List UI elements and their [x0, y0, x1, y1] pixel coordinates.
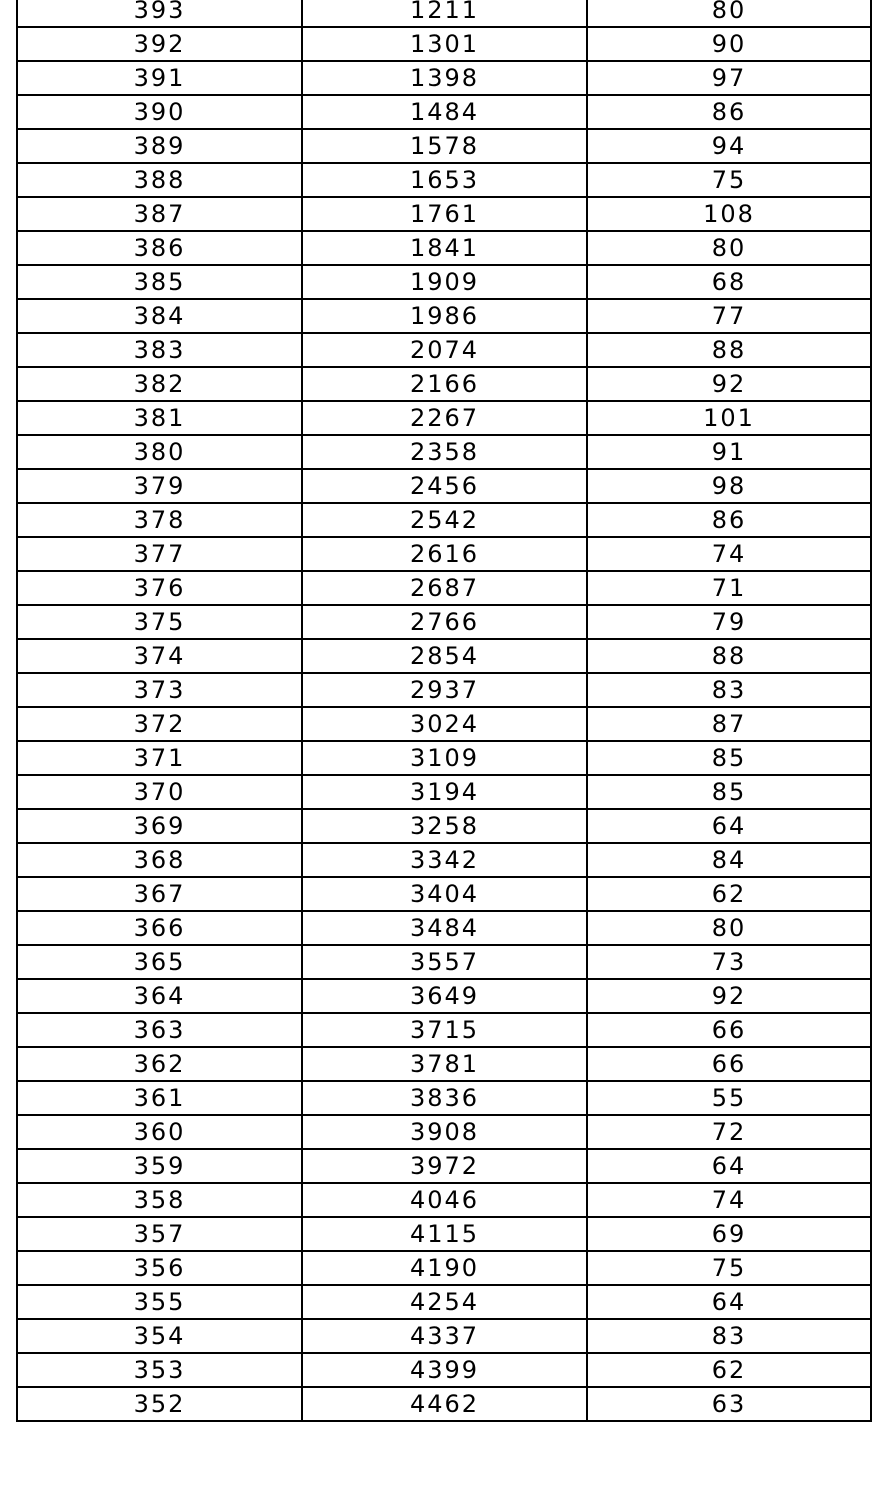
cumulative-count-cell: 2358	[302, 435, 587, 469]
score-cell: 352	[17, 1387, 302, 1421]
count-cell: 92	[587, 367, 871, 401]
count-cell: 84	[587, 843, 871, 877]
cumulative-count-cell: 2854	[302, 639, 587, 673]
cumulative-count-cell: 3258	[302, 809, 587, 843]
score-cell: 374	[17, 639, 302, 673]
cumulative-count-cell: 1301	[302, 27, 587, 61]
score-cell: 381	[17, 401, 302, 435]
count-cell: 80	[587, 911, 871, 945]
cumulative-count-cell: 3972	[302, 1149, 587, 1183]
table-row	[17, 639, 871, 673]
count-cell: 88	[587, 639, 871, 673]
table-row	[17, 1353, 871, 1387]
score-cell: 355	[17, 1285, 302, 1319]
table-row	[17, 571, 871, 605]
count-cell: 85	[587, 741, 871, 775]
table-row	[17, 605, 871, 639]
table-row	[17, 503, 871, 537]
cumulative-count-cell: 2766	[302, 605, 587, 639]
count-cell: 55	[587, 1081, 871, 1115]
count-cell: 94	[587, 129, 871, 163]
cumulative-count-cell: 4399	[302, 1353, 587, 1387]
table-body	[17, 0, 871, 1421]
cumulative-count-cell: 1653	[302, 163, 587, 197]
cumulative-count-cell: 1909	[302, 265, 587, 299]
cumulative-count-cell: 1761	[302, 197, 587, 231]
table-row	[17, 1251, 871, 1285]
score-cell: 391	[17, 61, 302, 95]
score-cell: 375	[17, 605, 302, 639]
table-row	[17, 27, 871, 61]
table-row	[17, 367, 871, 401]
count-cell: 86	[587, 503, 871, 537]
cumulative-count-cell: 2937	[302, 673, 587, 707]
count-cell: 62	[587, 1353, 871, 1387]
table-row	[17, 1183, 871, 1217]
score-cell: 380	[17, 435, 302, 469]
table-row	[17, 843, 871, 877]
table-row	[17, 265, 871, 299]
table-row	[17, 1149, 871, 1183]
cumulative-count-cell: 3649	[302, 979, 587, 1013]
table-row	[17, 1285, 871, 1319]
table-row	[17, 61, 871, 95]
cumulative-count-cell: 1986	[302, 299, 587, 333]
score-cell: 376	[17, 571, 302, 605]
count-cell: 85	[587, 775, 871, 809]
count-cell: 69	[587, 1217, 871, 1251]
score-cell: 358	[17, 1183, 302, 1217]
count-cell: 64	[587, 809, 871, 843]
cumulative-count-cell: 3342	[302, 843, 587, 877]
cumulative-count-cell: 4254	[302, 1285, 587, 1319]
cumulative-count-cell: 4115	[302, 1217, 587, 1251]
table-row	[17, 401, 871, 435]
cumulative-count-cell: 2687	[302, 571, 587, 605]
score-table	[16, 0, 872, 1422]
table-row	[17, 537, 871, 571]
score-cell: 354	[17, 1319, 302, 1353]
score-cell: 393	[17, 0, 302, 27]
table-row	[17, 333, 871, 367]
cumulative-count-cell: 2456	[302, 469, 587, 503]
table-row	[17, 741, 871, 775]
table-row	[17, 95, 871, 129]
cumulative-count-cell: 2542	[302, 503, 587, 537]
cumulative-count-cell: 3404	[302, 877, 587, 911]
table-row	[17, 469, 871, 503]
table-row	[17, 1387, 871, 1421]
count-cell: 79	[587, 605, 871, 639]
cumulative-count-cell: 4462	[302, 1387, 587, 1421]
score-cell: 385	[17, 265, 302, 299]
count-cell: 88	[587, 333, 871, 367]
cumulative-count-cell: 3484	[302, 911, 587, 945]
count-cell: 87	[587, 707, 871, 741]
cumulative-count-cell: 1578	[302, 129, 587, 163]
count-cell: 80	[587, 0, 871, 27]
count-cell: 90	[587, 27, 871, 61]
count-cell: 91	[587, 435, 871, 469]
cumulative-count-cell: 3908	[302, 1115, 587, 1149]
score-cell: 364	[17, 979, 302, 1013]
cumulative-count-cell: 2166	[302, 367, 587, 401]
table-row	[17, 911, 871, 945]
table-row	[17, 197, 871, 231]
count-cell: 74	[587, 1183, 871, 1217]
score-cell: 371	[17, 741, 302, 775]
cumulative-count-cell: 4337	[302, 1319, 587, 1353]
table-row	[17, 945, 871, 979]
table-row	[17, 129, 871, 163]
count-cell: 68	[587, 265, 871, 299]
count-cell: 97	[587, 61, 871, 95]
cumulative-count-cell: 1398	[302, 61, 587, 95]
count-cell: 98	[587, 469, 871, 503]
score-cell: 353	[17, 1353, 302, 1387]
score-cell: 392	[17, 27, 302, 61]
count-cell: 92	[587, 979, 871, 1013]
score-cell: 379	[17, 469, 302, 503]
count-cell: 83	[587, 1319, 871, 1353]
count-cell: 86	[587, 95, 871, 129]
score-cell: 373	[17, 673, 302, 707]
count-cell: 66	[587, 1013, 871, 1047]
cumulative-count-cell: 4046	[302, 1183, 587, 1217]
count-cell: 74	[587, 537, 871, 571]
count-cell: 71	[587, 571, 871, 605]
score-cell: 366	[17, 911, 302, 945]
score-cell: 383	[17, 333, 302, 367]
score-cell: 362	[17, 1047, 302, 1081]
score-cell: 359	[17, 1149, 302, 1183]
count-cell: 73	[587, 945, 871, 979]
cumulative-count-cell: 3194	[302, 775, 587, 809]
table-row	[17, 0, 871, 27]
count-cell: 66	[587, 1047, 871, 1081]
cumulative-count-cell: 2074	[302, 333, 587, 367]
score-cell: 386	[17, 231, 302, 265]
cumulative-count-cell: 3109	[302, 741, 587, 775]
table-row	[17, 163, 871, 197]
score-cell: 370	[17, 775, 302, 809]
count-cell: 101	[587, 401, 871, 435]
table-row	[17, 673, 871, 707]
score-cell: 390	[17, 95, 302, 129]
cumulative-count-cell: 3024	[302, 707, 587, 741]
count-cell: 63	[587, 1387, 871, 1421]
table-row	[17, 231, 871, 265]
score-cell: 372	[17, 707, 302, 741]
table-row	[17, 299, 871, 333]
count-cell: 75	[587, 1251, 871, 1285]
table-row	[17, 877, 871, 911]
count-cell: 64	[587, 1149, 871, 1183]
count-cell: 77	[587, 299, 871, 333]
table-row	[17, 979, 871, 1013]
cumulative-count-cell: 3715	[302, 1013, 587, 1047]
table-row	[17, 809, 871, 843]
score-cell: 369	[17, 809, 302, 843]
table-row	[17, 1013, 871, 1047]
score-cell: 384	[17, 299, 302, 333]
score-cell: 389	[17, 129, 302, 163]
score-cell: 363	[17, 1013, 302, 1047]
score-cell: 357	[17, 1217, 302, 1251]
cumulative-count-cell: 2616	[302, 537, 587, 571]
cumulative-count-cell: 2267	[302, 401, 587, 435]
count-cell: 83	[587, 673, 871, 707]
count-cell: 62	[587, 877, 871, 911]
score-cell: 368	[17, 843, 302, 877]
table-row	[17, 707, 871, 741]
cumulative-count-cell: 3781	[302, 1047, 587, 1081]
score-cell: 378	[17, 503, 302, 537]
table-row	[17, 1217, 871, 1251]
count-cell: 108	[587, 197, 871, 231]
count-cell: 64	[587, 1285, 871, 1319]
cumulative-count-cell: 1841	[302, 231, 587, 265]
score-cell: 367	[17, 877, 302, 911]
count-cell: 80	[587, 231, 871, 265]
score-cell: 360	[17, 1115, 302, 1149]
count-cell: 75	[587, 163, 871, 197]
cumulative-count-cell: 3836	[302, 1081, 587, 1115]
score-cell: 361	[17, 1081, 302, 1115]
cumulative-count-cell: 1211	[302, 0, 587, 27]
table-row	[17, 775, 871, 809]
score-cell: 356	[17, 1251, 302, 1285]
score-cell: 377	[17, 537, 302, 571]
table-row	[17, 435, 871, 469]
table-row	[17, 1047, 871, 1081]
cumulative-count-cell: 4190	[302, 1251, 587, 1285]
score-cell: 388	[17, 163, 302, 197]
score-cell: 365	[17, 945, 302, 979]
table-row	[17, 1081, 871, 1115]
count-cell: 72	[587, 1115, 871, 1149]
score-cell: 387	[17, 197, 302, 231]
score-cell: 382	[17, 367, 302, 401]
table-row	[17, 1115, 871, 1149]
cumulative-count-cell: 3557	[302, 945, 587, 979]
cumulative-count-cell: 1484	[302, 95, 587, 129]
table-row	[17, 1319, 871, 1353]
